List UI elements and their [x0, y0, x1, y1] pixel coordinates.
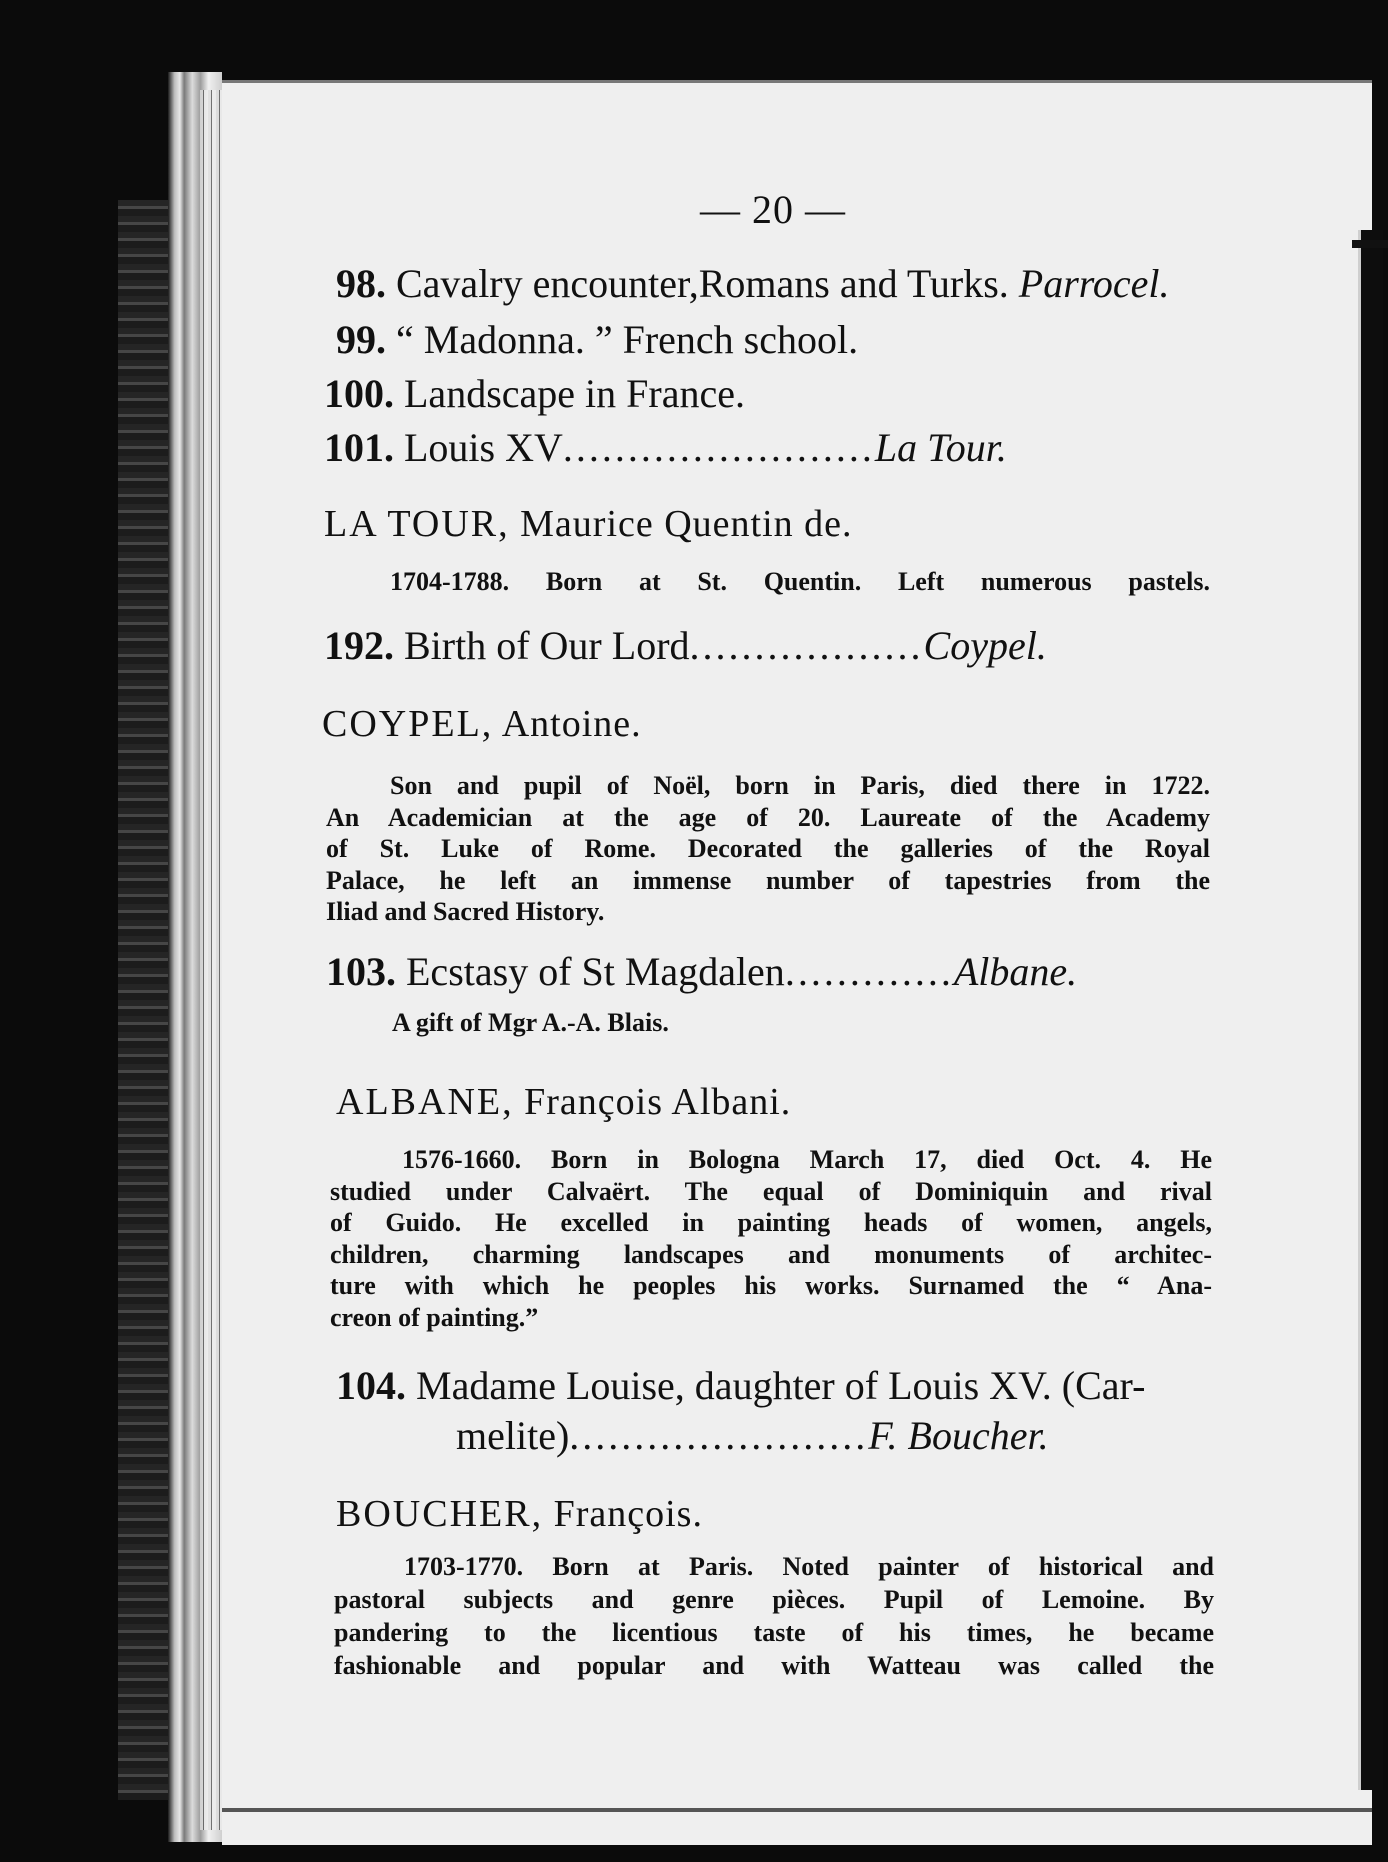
- page-number: — 20 —: [700, 187, 846, 232]
- catalog-entry-103: [326, 948, 1212, 995]
- artist-bio-boucher: [334, 1550, 1214, 1682]
- entry-title: Birth of Our Lord: [404, 623, 690, 668]
- catalog-entry-104: [336, 1362, 1212, 1409]
- entry-number: 104.: [336, 1363, 406, 1408]
- entry-number: 103.: [326, 949, 396, 994]
- bio-line: fashionable and popular and with Watteau was called the: [334, 1651, 1214, 1680]
- artist-surname: COYPEL,: [322, 703, 494, 745]
- dot-leader: ........................: [562, 425, 875, 470]
- entry-artist: Albane.: [953, 949, 1078, 994]
- entry-artist: Coypel.: [923, 623, 1047, 668]
- page-bottom-edge: [222, 1808, 1372, 1812]
- artist-heading-boucher: [336, 1492, 703, 1536]
- artist-forename: François.: [553, 1493, 703, 1535]
- entry-number: 98.: [336, 261, 386, 306]
- artist-heading-coypel: [322, 702, 642, 746]
- entry-title: Madame Louise, daughter of Louis XV. (Car-: [416, 1363, 1146, 1408]
- page-stack-edges: [200, 90, 224, 1830]
- artist-forename: Antoine.: [501, 703, 642, 745]
- catalog-entry-192: [324, 622, 1212, 669]
- artist-forename: François Albani.: [524, 1081, 792, 1123]
- entry-number: 99.: [336, 317, 386, 362]
- catalog-entry-104-continued: [456, 1412, 1212, 1459]
- catalog-entry-101: [324, 424, 1212, 471]
- bio-line: of Guido. He excelled in painting heads of women, angels,: [330, 1208, 1212, 1237]
- artist-bio-albane: [330, 1144, 1212, 1333]
- entry-number: 100.: [324, 371, 394, 416]
- artist-forename: Maurice Quentin de.: [520, 503, 853, 545]
- entry-note: A gift of Mgr A.-A. Blais.: [392, 1008, 669, 1037]
- bio-line: pastoral subjects and genre pièces. Pupil of Lemoine. By: [334, 1585, 1214, 1614]
- entry-title-continued: melite): [456, 1413, 570, 1458]
- scan-right-mark: [1352, 240, 1388, 248]
- catalog-entry-100: [324, 370, 745, 417]
- entry-artist: La Tour.: [874, 425, 1007, 470]
- bio-line: pandering to the licentious taste of his times, he became: [334, 1618, 1214, 1647]
- bio-line: children, charming landscapes and monuments of architec-: [330, 1239, 1212, 1269]
- entry-title: “ Madonna. ” French school.: [396, 317, 859, 362]
- bio-line: Palace, he left an immense number of tapestries from the: [326, 865, 1210, 895]
- bio-line: creon of painting.”: [330, 1302, 539, 1332]
- artist-bio-coypel: [326, 770, 1210, 928]
- entry-artist: F. Boucher.: [868, 1413, 1049, 1458]
- entry-title: Landscape in France.: [404, 371, 745, 416]
- artist-surname: BOUCHER,: [336, 1493, 544, 1535]
- dot-leader: .......................: [569, 1413, 869, 1458]
- bio-line: 1576-1660. Born in Bologna March 17, died Oct. 4. He: [402, 1145, 1212, 1174]
- bio-line: An Academician at the age of 20. Laureate of the Academy: [326, 802, 1210, 832]
- dot-leader: ..................: [689, 623, 924, 668]
- catalog-entry-99: [336, 316, 858, 363]
- bio-line: ture with which he peoples his works. Surnamed the “ Ana-: [330, 1271, 1212, 1300]
- bio-line: Iliad and Sacred History.: [326, 897, 605, 926]
- bio-line: studied under Calvaërt. The equal of Dominiquin and rival: [330, 1176, 1212, 1206]
- bio-line: Son and pupil of Noël, born in Paris, died there in 1722.: [390, 771, 1210, 800]
- artist-heading-albane: [336, 1080, 791, 1124]
- artist-heading-la-tour: [324, 502, 853, 546]
- bio-line: 1703-1770. Born at Paris. Noted painter of historical and: [404, 1552, 1214, 1581]
- artist-surname: ALBANE,: [336, 1081, 514, 1123]
- entry-artist: Parrocel.: [1018, 261, 1170, 306]
- catalog-entry-98: [336, 260, 1169, 307]
- entry-number: 101.: [324, 425, 394, 470]
- artist-bio-la-tour: [390, 566, 1210, 598]
- entry-number: 192.: [324, 623, 394, 668]
- entry-title: Cavalry encounter,Romans and Turks.: [396, 261, 1009, 306]
- entry-title: Ecstasy of St Magdalen: [406, 949, 785, 994]
- entry-title: Louis XV: [404, 425, 563, 470]
- scan-right-edge: [1358, 230, 1383, 1790]
- artist-surname: LA TOUR,: [324, 503, 510, 545]
- dot-leader: .............: [784, 949, 954, 994]
- bio-line: 1704-1788. Born at St. Quentin. Left numerous pastels.: [390, 567, 1210, 596]
- bio-line: of St. Luke of Rome. Decorated the galleries of the Royal: [326, 834, 1210, 863]
